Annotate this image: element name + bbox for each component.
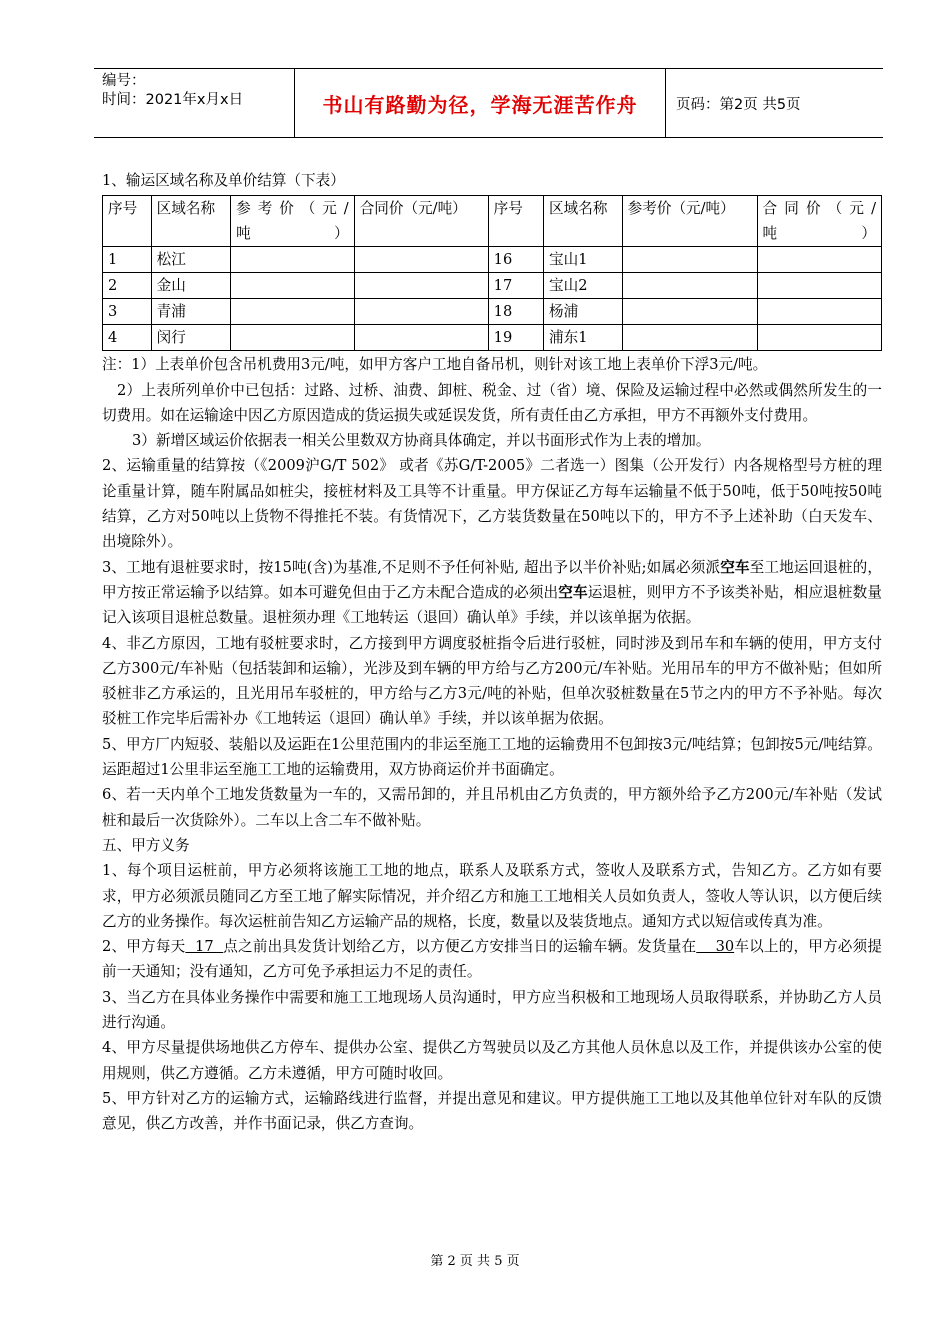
header-page-info: 页码：第2页 共5页 [676,96,801,113]
clause-6: 6、若一天内单个工地发货数量为一车的，又需吊卸的，并且吊机由乙方负责的，甲方额外给予乙方200元/车补贴（发试桩和最后一次货除外）。二车以上含二车不做补贴。 [102,786,882,829]
table-header-cell: 区域名称 [544,196,623,247]
obligation-5: 5、甲方针对乙方的运输方式，运输路线进行监督，并提出意见和建议。甲方提供施工工地以及其他单位针对车队的反馈意见，供乙方改善，并作书面记录，供乙方查询。 [102,1089,882,1133]
table-cell [757,325,881,351]
table-cell [354,273,488,299]
clause-4: 4、非乙方原因，工地有驳桩要求时，乙方接到甲方调度驳桩指令后进行驳桩，同时涉及到吊车和车辆的使用，甲方支付乙方300元/车补贴（包括装卸和运输），光涉及到车辆的甲方给与乙方200元/车补贴。光用吊车的甲方不做补贴；但如所驳桩非乙方承运的，且光用吊车驳桩的，甲方给与乙方3元/吨的补贴，但单次驳桩数量在5节之内的甲方不予补贴。每次驳桩工作完毕后需补办《工地转运（退回）确认单》手续，并以该单据为依据。 [102,634,882,728]
table-cell [622,325,757,351]
table-cell: 18 [488,299,543,325]
page-header [94,68,883,138]
clause-3-emphasis: 空车 [720,558,750,576]
table-cell [231,247,355,273]
table-cell: 16 [488,247,543,273]
obligation-3: 3、当乙方在具体业务操作中需要和施工工地现场人员沟通时，甲方应当积极和工地现场人员取得联系，并协助乙方人员进行沟通。 [102,988,882,1032]
table-row [103,247,882,273]
clause-3-part: 运退桩，则甲方不予该类补贴，相应退桩数量记入该项目退桩总数量。退桩须办理《工地转运（退回）确认单》手续，并以该单据为依据。 [102,583,882,627]
obligation-2 [102,934,882,985]
section1-title: 1、输运区域名称及单价结算（下表） [102,172,345,189]
table-cell [231,273,355,299]
note-2: 2）上表所列单价中已包括：过路、过桥、油费、卸桩、税金、过（省）境、保险及运输过程中必然或偶然所发生的一切费用。如在运输途中因乙方原因造成的货运损失或延误发货，所有责任由乙方承担，甲方不再额外支付费用。 [102,381,882,424]
table-cell: 松江 [151,247,231,273]
table-header-cell: 合同价（元/吨） [354,196,488,247]
table-cell: 杨浦 [544,299,623,325]
table-cell: 浦东1 [544,325,623,351]
table-cell: 金山 [151,273,231,299]
table-cell: 3 [103,299,152,325]
table-header-cell: 合 同 价 （ 元 / 吨） [757,196,881,247]
header-motto: 书山有路勤为径，学海无涯苦作舟 [294,69,666,137]
clause-5: 5、甲方厂内短驳、装船以及运距在1公里范围内的非运至施工工地的运输费用不包卸按3元/吨结算；包卸按5元/吨结算。运距超过1公里非运至施工工地的运输费用，双方协商运价并书面确定。 [102,735,882,779]
table-header-cell: 区域名称 [151,196,231,247]
table-cell: 宝山2 [544,273,623,299]
table-header-cell: 参考价（元/吨） [622,196,757,247]
table-header-row [103,196,882,247]
table-cell [757,299,881,325]
header-meta [94,69,294,137]
rate-table [102,195,882,351]
table-cell [231,325,355,351]
note-3: 3）新增区域运价依据表一相关公里数双方协商具体确定，并以书面形式作为上表的增加。 [132,432,711,450]
table-cell [757,273,881,299]
obligation-2-part: 点之前出具发货计划给乙方，以方便乙方安排当日的运输车辆。发货量在 [223,938,697,956]
time-label: 时间：2021年x月x日 [102,92,244,108]
obligation-2-part: 2、甲方每天 [102,938,186,956]
table-cell: 青浦 [151,299,231,325]
clause-3 [102,555,882,631]
table-cell [354,247,488,273]
truck-threshold: 30 [696,938,735,956]
table-cell [354,299,488,325]
clause-3-part: 至工地运回退桩的，甲方按正常运输予以结算。如本可避免但由于乙方未配合造成的必须出 [102,558,882,601]
clause-2: 2、运输重量的结算按（《2009沪G/T 502》 或者《苏G/T-2005》二者选一）图集（公开发行）内各规格型号方桩的理论重量计算，随车附属品如桩尖，接桩材料及工具等不计重量。甲方保证乙方每车运输量不低于50吨，低于50吨按50吨结算，乙方对50吨以上货物不得推托不装。有货情况下，乙方装货数量在50吨以下的，甲方不予上述补助（白天发车、出境除外）。 [102,457,882,551]
table-row [103,299,882,325]
obligation-1: 1、每个项目运桩前，甲方必须将该施工工地的地点，联系人及联系方式，签收人及联系方式，告知乙方。乙方如有要求，甲方必须派员随同乙方至工地了解实际情况，并介绍乙方和施工工地相关人员如负责人，签收人等认识，以方便后续乙方的业务操作。每次运桩前告知乙方运输产品的规格，长度，数量以及装货地点。通知方式以短信或传真为准。 [102,862,882,930]
note-1: 注：1）上表单价包含吊机费用3元/吨，如甲方客户工地自备吊机，则针对该工地上表单价下浮3元/吨。 [102,356,768,374]
table-cell [622,299,757,325]
table-cell [622,273,757,299]
table-cell [354,325,488,351]
table-cell [622,247,757,273]
table-cell: 1 [103,247,152,273]
table-cell: 17 [488,273,543,299]
table-cell [757,247,881,273]
deadline-hour: 17 [185,938,224,956]
table-cell: 4 [103,325,152,351]
table-row [103,325,882,351]
table-row [103,273,882,299]
document-body [102,168,882,1137]
obligation-2-part: 车以上的，甲方必须提前一天通知；没有通知，乙方可免予承担运力不足的责任。 [102,938,882,981]
table-header-cell: 序号 [103,196,152,247]
table-cell: 19 [488,325,543,351]
page-footer: 第 2 页 共 5 页 [430,1254,520,1269]
obligation-4: 4、甲方尽量提供场地供乙方停车、提供办公室、提供乙方驾驶员以及乙方其他人员休息以及工作，并提供该办公室的使用规则，供乙方遵循。乙方未遵循，甲方可随时收回。 [102,1039,882,1082]
section5-title: 五、甲方义务 [102,836,190,854]
clause-3-part: 3、工地有退桩要求时，按15吨(含)为基准,不足则不予任何补贴, 超出予以半价补贴;如属必须派 [102,558,721,576]
table-header-cell: 参 考 价 （ 元 / 吨） [231,196,355,247]
clause-3-emphasis: 空车 [558,583,588,601]
code-label: 编号： [102,73,146,89]
table-header-cell: 序号 [488,196,543,247]
table-cell: 2 [103,273,152,299]
table-cell: 闵行 [151,325,231,351]
table-cell: 宝山1 [544,247,623,273]
table-cell [231,299,355,325]
